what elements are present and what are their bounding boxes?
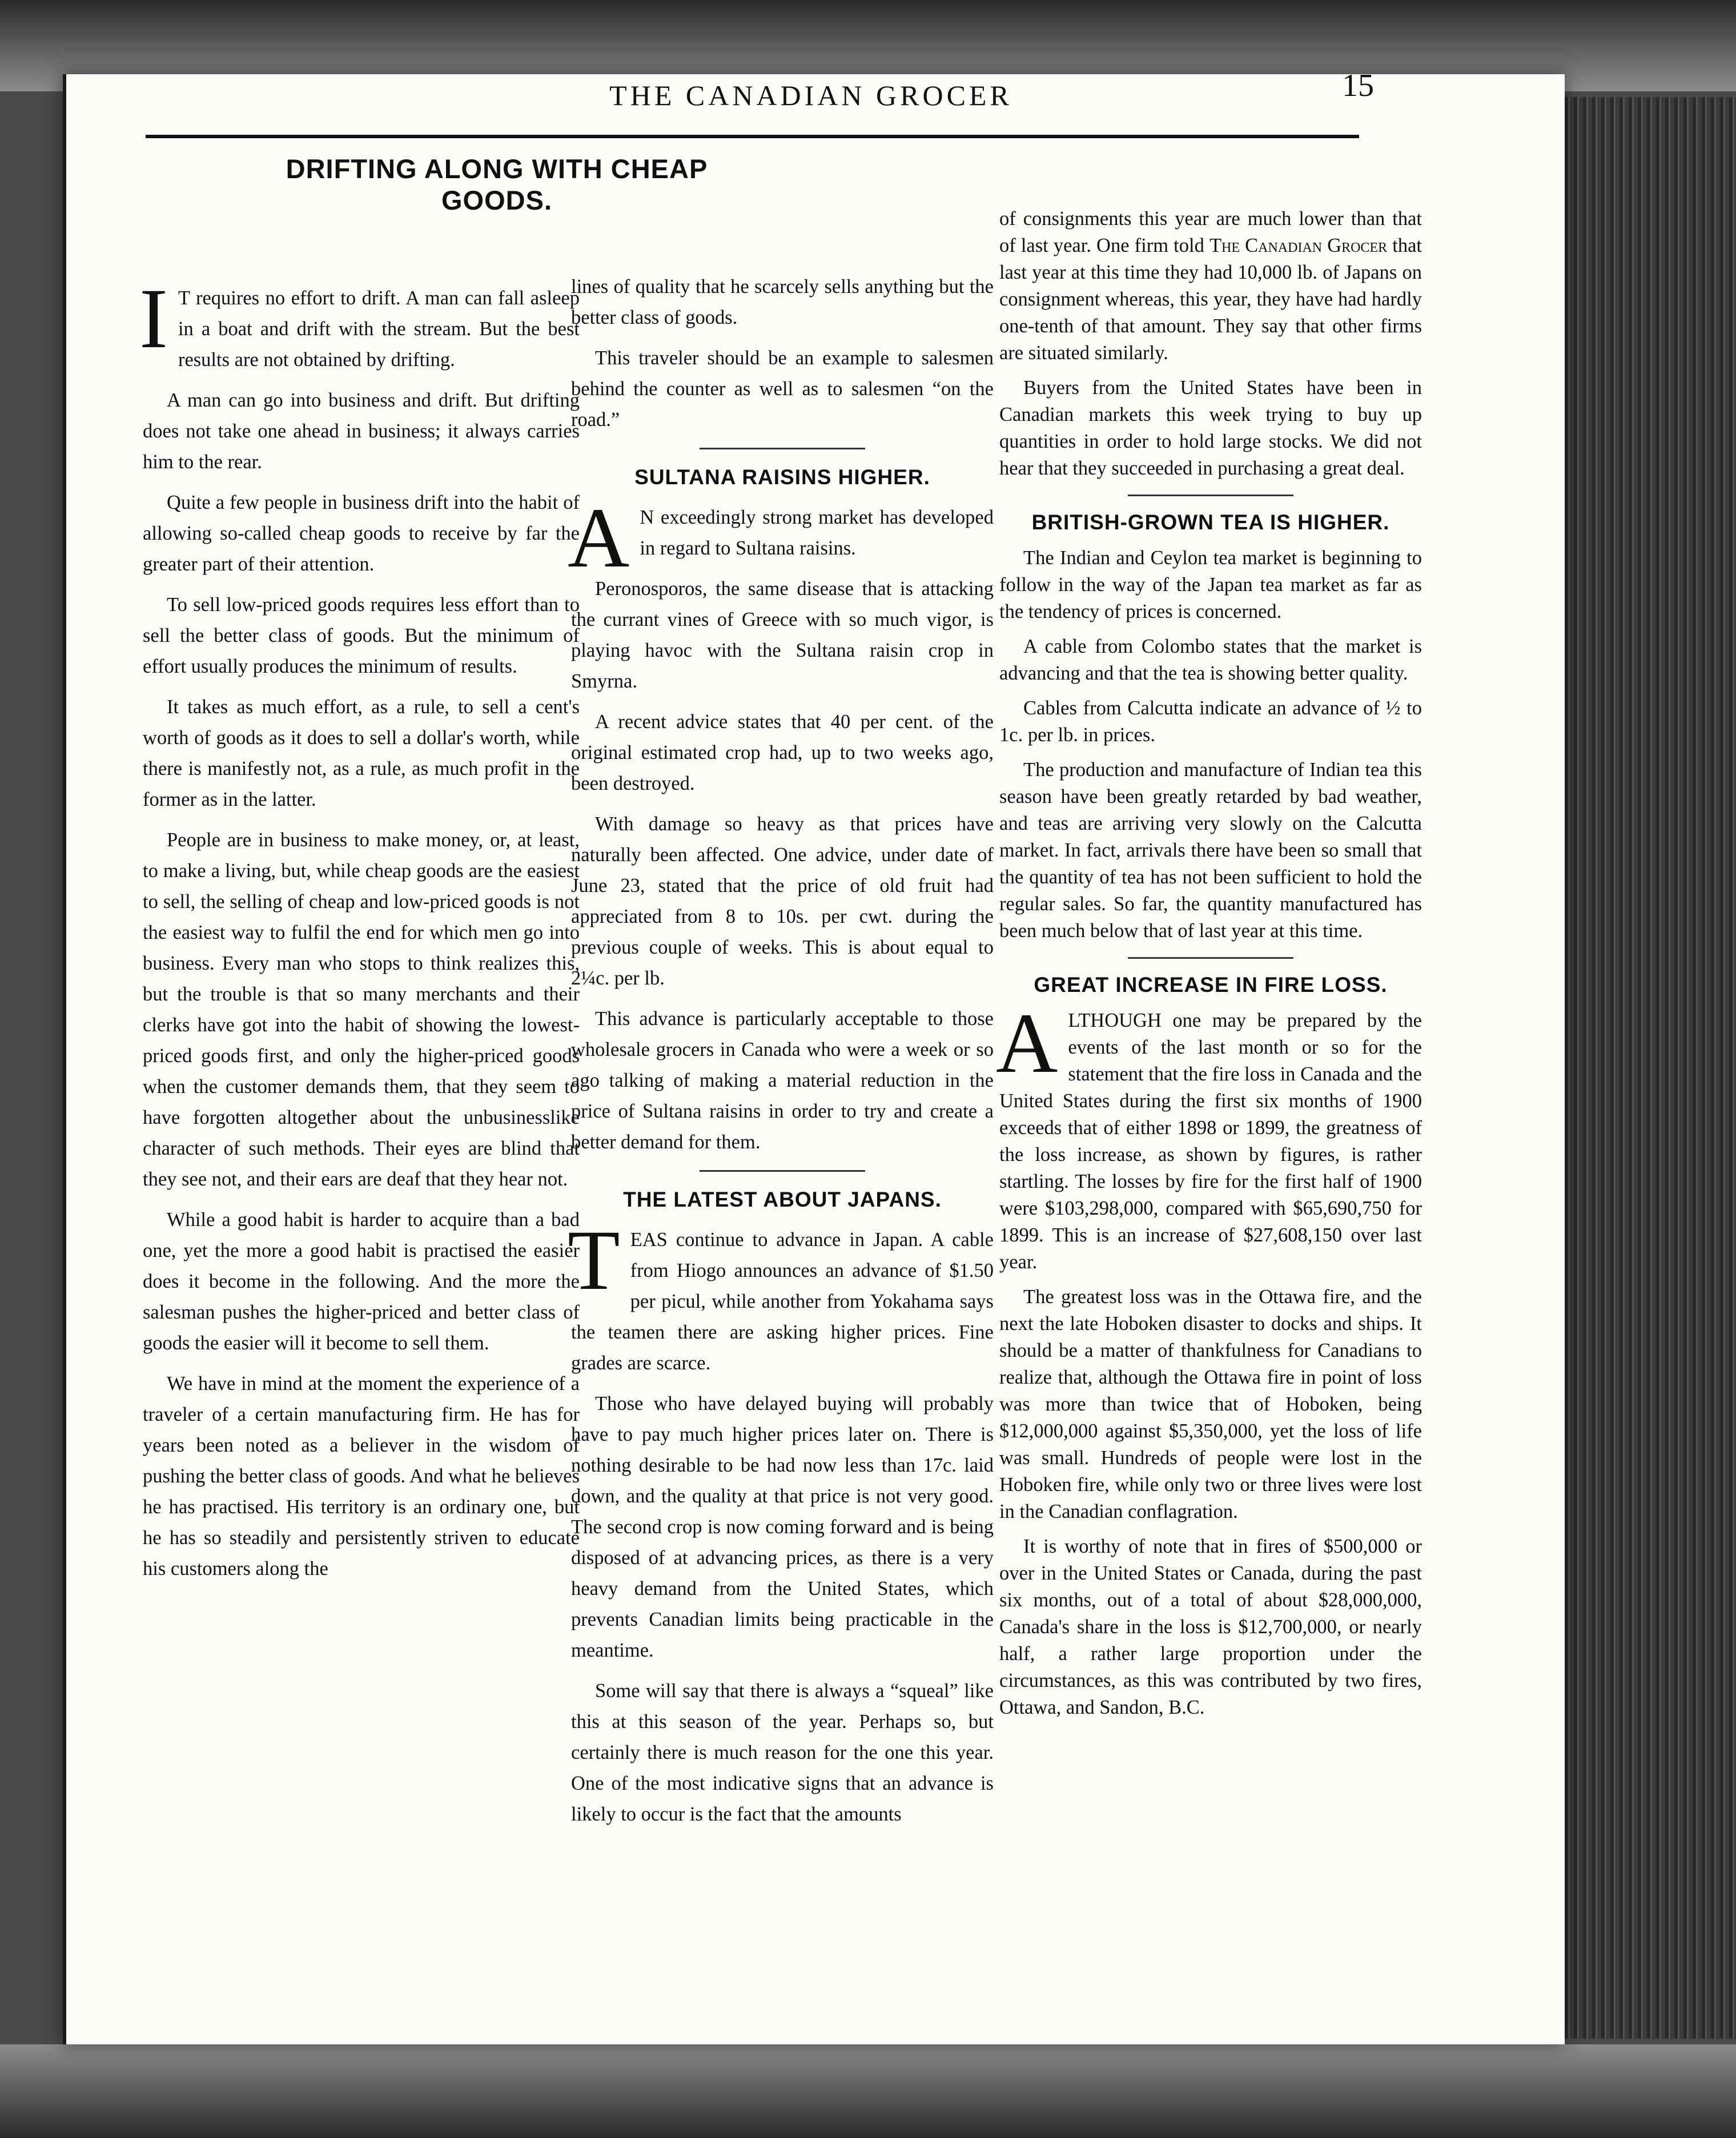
drop-cap: A bbox=[996, 996, 1058, 1091]
column-1 bbox=[139, 271, 580, 1594]
binding-line bbox=[63, 74, 66, 2044]
article-paragraph: The greatest loss was in the Ottawa fire, and the next the late Hoboken disaster to docks and ships. It should be a matter of thankfulness for Canadians to realize that, although the Ottawa fire in point of loss was more than twice that of Hoboken, being $12,000,000 against $5,350,000, yet the loss of life was small. Hundreds of people were lost in the Hoboken fire, while only two or three lives were lost in the Canadian conflagration. bbox=[999, 1286, 1422, 1522]
article-paragraph: A N exceedingly strong market has developed in regard to Sultana raisins. bbox=[568, 491, 994, 585]
article-paragraph: People are in business to make money, or, at least, to make a living, but, while cheap goods are the easiest to sell, the selling of cheap and low-priced goods is not the easiest way to fulfil the end for which men go into business. Every man who stops to think realizes this, but the trouble is that so many merchants and their clerks have got into the habit of showing the lowest-priced goods first, and only the higher-priced goods when the customer demands them, that they seem to have forgotten altogether about the unbusinesslike character of such methods. Their eyes are blind that they see not, and their ears are deaf that they hear not. bbox=[143, 829, 580, 1190]
drop-cap: I bbox=[139, 271, 168, 366]
section-divider bbox=[1128, 957, 1293, 959]
article-paragraph: We have in mind at the moment the experience of a traveler of a certain manufacturing firm. He has for years been noted as a believer in the wisdom of pushing the better class of goods. And what he believes he has practised. His territory is an ordinary one, but he has so steadily and persistently striven to educate his customers along the bbox=[143, 1373, 580, 1580]
running-head: THE CANADIAN GROCER bbox=[609, 79, 1012, 111]
section-divider bbox=[700, 1170, 865, 1172]
article-paragraph: This traveler should be an example to salesmen behind the counter as well as to salesmen “on the road.” bbox=[571, 347, 994, 431]
section-divider bbox=[1128, 495, 1293, 496]
article-paragraph: A man can go into business and drift. But drifting does not take one ahead in business; it always carries him to the rear. bbox=[143, 389, 580, 473]
scan-border-bottom bbox=[0, 2044, 1736, 2138]
section-title-fire-loss: GREAT INCREASE IN FIRE LOSS. bbox=[1034, 973, 1388, 996]
article-paragraph: It takes as much effort, as a rule, to sell a cent's worth of goods as it does to sell a dollar's worth, while there is manifestly not, as a rule, as much profit in the former as in the latter. bbox=[143, 696, 580, 810]
article-paragraph: Quite a few people in business drift into the habit of allowing so-called cheap goods to receive by far the greater part of their attention. bbox=[143, 492, 580, 575]
column-2 bbox=[568, 271, 994, 1839]
article-paragraph: Cables from Calcutta indicate an advance of ½ to 1c. per lb. in prices. bbox=[999, 697, 1422, 746]
article-paragraph: ALTHOUGH one may be prepared by the events of the last month or so for the statement that the fire loss in Canada and the United States during the first six months of 1900 exceeds that of either 1898 or 1899, the greatness of the loss increase, as shown by figures, is rather startling. The losses by fire for the first half of 1900 were $103,298,000, compared with $65,690,750 for 1899. This is an increase of $27,608,150 over last year. bbox=[996, 996, 1422, 1273]
header-rule bbox=[146, 135, 1359, 138]
article-paragraph: TEAS continue to advance in Japan. A cable from Hiogo announces an advance of $1.50 per picul, while another from Yokahama says the teamen there are asking higher prices. Fine grades are scarce. bbox=[568, 1213, 994, 1374]
article-paragraph: lines of quality that he scarcely sells anything but the better class of goods. bbox=[571, 276, 994, 328]
article-title-drifting: DRIFTING ALONG WITH CHEAP GOODS. bbox=[286, 154, 708, 215]
section-title-sultana: SULTANA RAISINS HIGHER. bbox=[634, 465, 930, 489]
article-paragraph: A recent advice states that 40 per cent. of the original estimated crop had, up to two weeks ago, been destroyed. bbox=[571, 711, 994, 794]
article-paragraph: Buyers from the United States have been in Canadian markets this week trying to buy up quantities in order to hold large stocks. We did not hear that they succeeded in purchasing a great deal. bbox=[999, 377, 1422, 479]
section-title-japans: THE LATEST ABOUT JAPANS. bbox=[623, 1188, 942, 1211]
section-divider bbox=[700, 448, 865, 449]
article-paragraph: It is worthy of note that in fires of $500,000 or over in the United States or Canada, during the past six months, out of a total of about $28,000,000, Canada's share in the loss is $12,700,000, or nearly half, a rather large proportion under the circumstances, as this was contributed by two fires, Ottawa, and Sandon, B.C. bbox=[999, 1536, 1422, 1718]
article-paragraph: Peronosporos, the same disease that is attacking the currant vines of Greece with so much vigor, is playing havoc with the Sultana raisin crop in Smyrna. bbox=[571, 578, 994, 692]
article-paragraph: With damage so heavy as that prices have naturally been affected. One advice, under date of June 23, stated that the price of old fruit had appreciated from 8 to 10s. per cwt. during the previous couple of weeks. This is about equal to 2¼c. per lb. bbox=[571, 813, 994, 989]
article-paragraph: To sell low-priced goods requires less effort than to sell the better class of goods. But the minimum of effort usually produces the minimum of results. bbox=[143, 594, 580, 677]
article-paragraph: Some will say that there is always a “squeal” like this at this season of the year. Perhaps so, but certainly there is much reason for the one this year. One of the most indicative signs that an advance is likely to occur is the fact that the amounts bbox=[571, 1680, 994, 1825]
article-paragraph: I T requires no effort to drift. A man can fall asleep in a boat and drift with the stream. But the best results are not obtained by drifting. bbox=[139, 271, 580, 371]
drop-cap: A bbox=[568, 491, 630, 585]
article-paragraph: A cable from Colombo states that the market is advancing and that the tea is showing better quality. bbox=[999, 636, 1422, 684]
article-paragraph: The Indian and Ceylon tea market is beginning to follow in the way of the Japan tea market as far as the tendency of prices is concerned. bbox=[999, 547, 1422, 622]
article-paragraph: This advance is particularly acceptable to those wholesale grocers in Canada who were a week or so ago talking of making a material reduction in the price of Sultana raisins in order to try and create a better demand for them. bbox=[571, 1008, 994, 1153]
article-paragraph: While a good habit is harder to acquire than a bad one, yet the more a good habit is practised the easier does it become in the following. And the more the salesman pushes the higher-priced and better class of goods the easier will it become to sell them. bbox=[143, 1209, 580, 1354]
page-number: 15 bbox=[1342, 68, 1374, 103]
drop-cap: T bbox=[568, 1213, 620, 1308]
article-paragraph: The production and manufacture of Indian tea this season have been greatly retarded by bad weather, and teas are arriving very slowly on the Calcutta market. In fact, arrivals there have been so small that the quantity of tea has not been sufficient to hold the regular sales. So far, the quantity manufactured has been much below that of last year at this time. bbox=[999, 759, 1422, 942]
column-3 bbox=[996, 206, 1422, 1729]
book-page-edges bbox=[1565, 97, 1736, 2039]
section-title-british-tea: BRITISH-GROWN TEA IS HIGHER. bbox=[1031, 511, 1390, 534]
article-paragraph: Those who have delayed buying will probably have to pay much higher prices later on. There is nothing desirable to be had now less than 17c. laid down, and the quality at that price is not very good. The second crop is now coming forward and is being disposed of at advancing prices, as there is a very heavy demand from the United States, which prevents Canadian limits being practicable in the meantime. bbox=[571, 1393, 994, 1661]
article-paragraph: of consignments this year are much lower than that of last year. One firm told The Canadian Grocer that last year at this time they had 10,000 lb. of Japans on consignment whereas, this year, they have had hardly one-tenth of that amount. They say that other firms are situated similarly. bbox=[999, 208, 1422, 364]
